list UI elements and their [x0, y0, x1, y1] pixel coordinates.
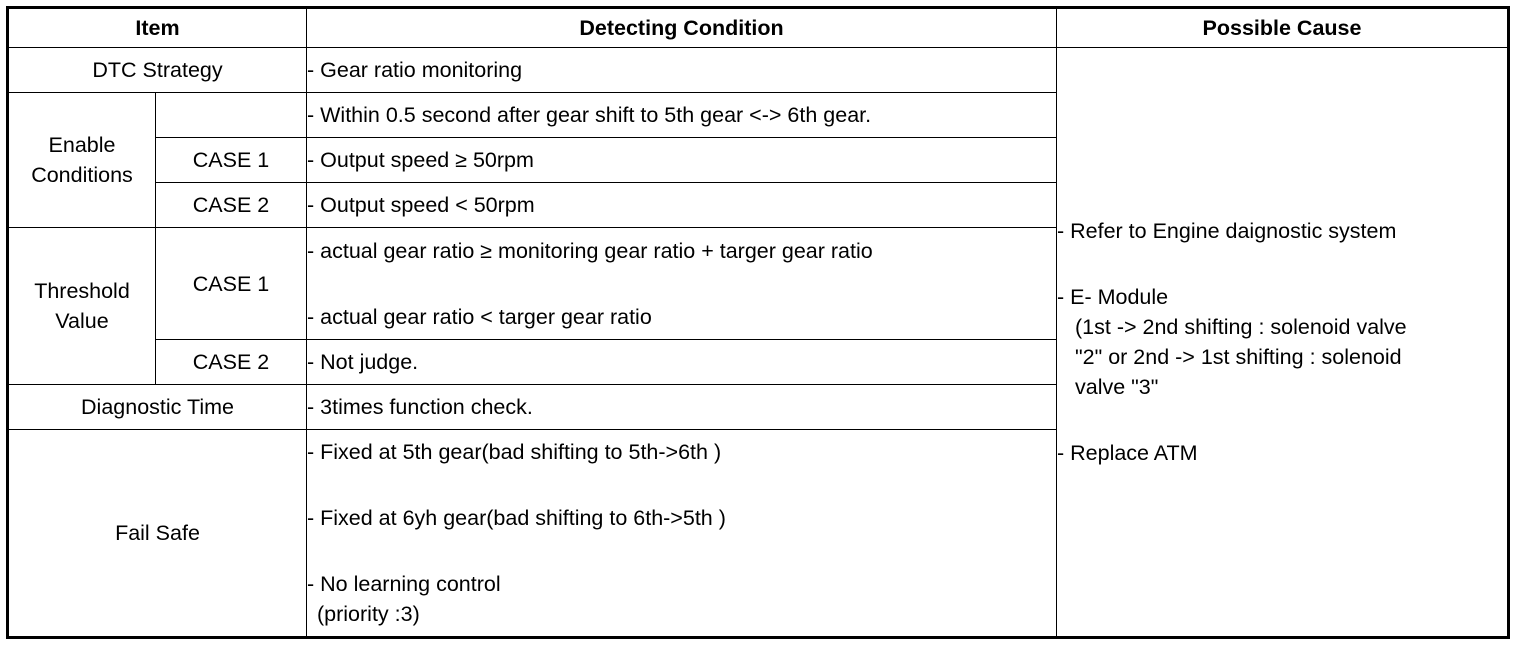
enable-case2-sub: CASE 2 — [156, 183, 307, 228]
enable-general-condition: - Within 0.5 second after gear shift to 5th gear <-> 6th gear. — [307, 93, 1057, 138]
cause-e-module: - E- Module — [1057, 285, 1169, 309]
threshold-label-line1: Threshold — [34, 279, 130, 303]
header-detecting-condition: Detecting Condition — [307, 8, 1057, 48]
fail-safe-label: Fail Safe — [8, 430, 307, 638]
fail-safe-condition — [307, 430, 1057, 638]
dtc-table — [6, 6, 1510, 639]
header-possible-cause: Possible Cause — [1057, 8, 1509, 48]
diagnostic-time-condition: - 3times function check. — [307, 385, 1057, 430]
enable-case1-condition: - Output speed ≥ 50rpm — [307, 138, 1057, 183]
enable-conditions-label-line1: Enable — [48, 133, 116, 157]
threshold-label-line2: Value — [55, 309, 109, 333]
cause-e-module-detail-3: valve "3" — [1075, 375, 1159, 399]
header-row — [8, 8, 1509, 48]
cause-e-module-detail-2: "2" or 2nd -> 1st shifting : solenoid — [1075, 345, 1402, 369]
fail-safe-spacer — [307, 467, 1056, 503]
threshold-case1-condition — [307, 228, 1057, 340]
enable-case1-sub: CASE 1 — [156, 138, 307, 183]
cause-replace-atm: - Replace ATM — [1057, 441, 1198, 465]
threshold-case1-condition-line1: - actual gear ratio ≥ monitoring gear ratio + targer gear ratio — [307, 238, 873, 263]
enable-case2-condition: - Output speed < 50rpm — [307, 183, 1057, 228]
fail-safe-line1: - Fixed at 5th gear(bad shifting to 5th->6th ) — [307, 440, 722, 464]
cause-refer-engine: - Refer to Engine daignostic system — [1057, 219, 1397, 243]
dtc-strategy-condition: - Gear ratio monitoring — [307, 48, 1057, 93]
threshold-case2-condition: - Not judge. — [307, 340, 1057, 385]
cause-e-module-detail-1: (1st -> 2nd shifting : solenoid valve — [1075, 315, 1407, 339]
fail-safe-line3: - No learning control — [307, 572, 501, 596]
cause-spacer — [1057, 246, 1507, 282]
fail-safe-line2: - Fixed at 6yh gear(bad shifting to 6th->5th ) — [307, 506, 726, 530]
possible-cause-cell — [1057, 48, 1509, 638]
dtc-strategy-label: DTC Strategy — [8, 48, 307, 93]
fail-safe-line4: (priority :3) — [317, 602, 420, 626]
threshold-spacer — [307, 266, 1056, 302]
diagnostic-time-label: Diagnostic Time — [8, 385, 307, 430]
threshold-case1-sub: CASE 1 — [156, 228, 307, 340]
fail-safe-spacer — [307, 533, 1056, 569]
threshold-value-label — [8, 228, 156, 385]
enable-conditions-label — [8, 93, 156, 228]
header-item: Item — [8, 8, 307, 48]
enable-general-sub — [156, 93, 307, 138]
dtc-table-wrapper — [6, 6, 1510, 639]
cause-spacer — [1057, 402, 1507, 438]
threshold-case2-sub: CASE 2 — [156, 340, 307, 385]
row-dtc-strategy — [8, 48, 1509, 93]
threshold-case1-condition-line2: - actual gear ratio < targer gear ratio — [307, 304, 652, 329]
enable-conditions-label-line2: Conditions — [31, 163, 133, 187]
